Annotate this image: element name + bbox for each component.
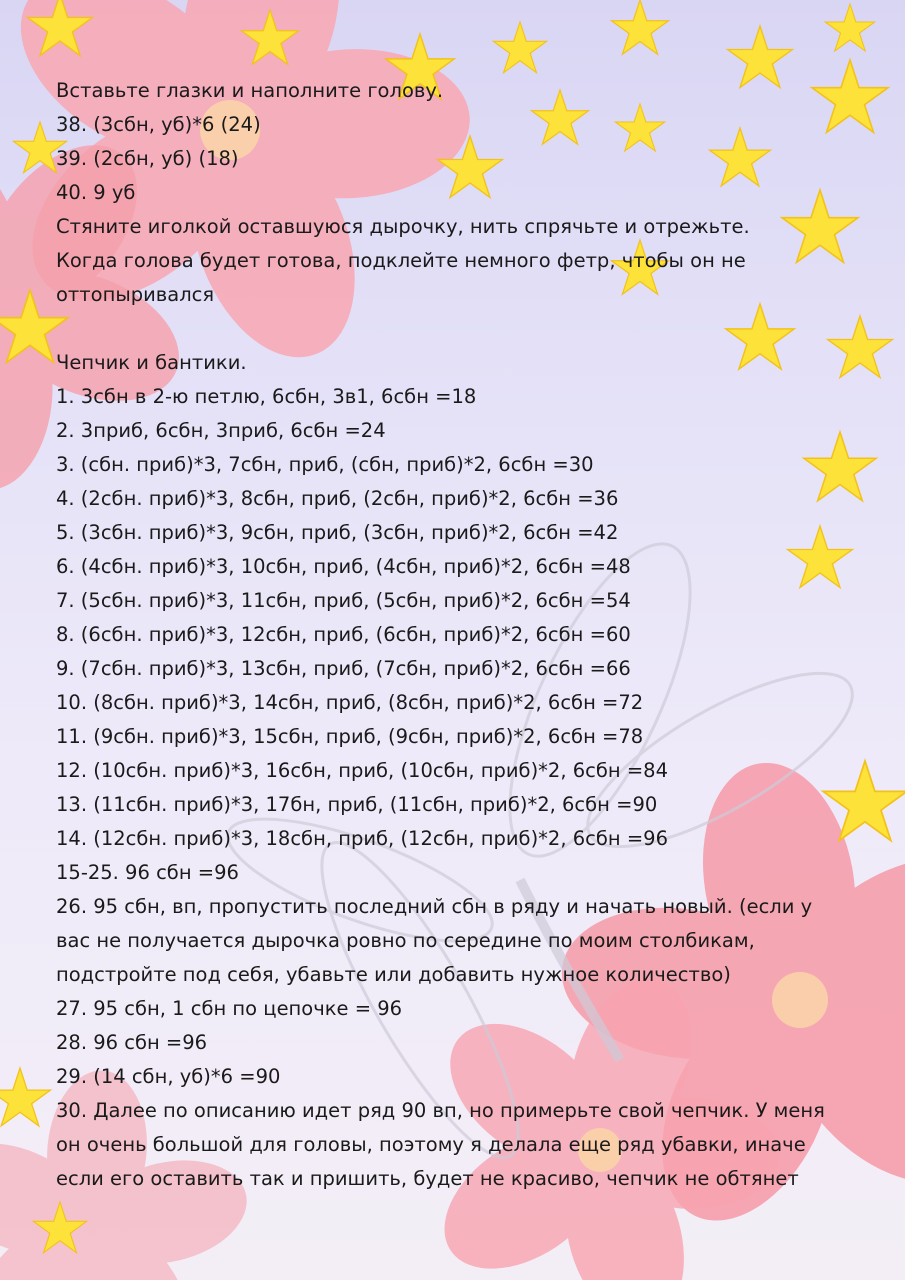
row: 4. (2сбн. приб)*3, 8сбн, приб, (2сбн, приб)*2, 6сбн =36 — [56, 487, 619, 510]
spacer — [56, 312, 846, 346]
row: 10. (8сбн. приб)*3, 14сбн, приб, (8сбн, приб)*2, 6сбн =72 — [56, 691, 644, 714]
intro-row-39: 39. (2сбн, уб) (18) — [56, 147, 239, 170]
row: 30. Далее по описанию идет ряд 90 вп, но примерьте свой чепчик. У меня он очень большой для головы, поэтому я делала еще ряд убавки, иначе если его оставить так и пришить, будет не красиво, чепчик не обтянет — [56, 1099, 825, 1190]
document-text — [56, 74, 846, 1196]
row: 27. 95 сбн, 1 сбн по цепочке = 96 — [56, 997, 403, 1020]
row: 8. (6сбн. приб)*3, 12сбн, приб, (6сбн, приб)*2, 6сбн =60 — [56, 623, 631, 646]
intro-row-40: 40. 9 уб — [56, 181, 136, 204]
row: 12. (10сбн. приб)*3, 16сбн, приб, (10сбн, приб)*2, 6сбн =84 — [56, 759, 668, 782]
row: 2. 3приб, 6сбн, 3приб, 6сбн =24 — [56, 419, 386, 442]
row: 9. (7сбн. приб)*3, 13сбн, приб, (7сбн, приб)*2, 6сбн =66 — [56, 657, 631, 680]
row: 15-25. 96 сбн =96 — [56, 861, 239, 884]
intro-row-38: 38. (3сбн, уб)*6 (24) — [56, 113, 261, 136]
row: 3. (сбн. приб)*3, 7сбн, приб, (сбн, приб)*2, 6сбн =30 — [56, 453, 594, 476]
row: 26. 95 сбн, вп, пропустить последний сбн в ряду и начать новый. (если у вас не получается дырочка ровно по середине по моим столбикам, подстройте под себя, убавьте или добавить нужное количество) — [56, 895, 813, 986]
intro-line: Когда голова будет готова, подклейте немного фетр, чтобы он не оттопыривался — [56, 249, 746, 306]
section-title: Чепчик и бантики. — [56, 351, 247, 374]
row: 13. (11сбн. приб)*3, 17бн, приб, (11сбн, приб)*2, 6сбн =90 — [56, 793, 658, 816]
row: 14. (12сбн. приб)*3, 18сбн, приб, (12сбн, приб)*2, 6сбн =96 — [56, 827, 668, 850]
row: 6. (4сбн. приб)*3, 10сбн, приб, (4сбн, приб)*2, 6сбн =48 — [56, 555, 631, 578]
row: 11. (9сбн. приб)*3, 15сбн, приб, (9сбн, приб)*2, 6сбн =78 — [56, 725, 644, 748]
row: 29. (14 сбн, уб)*6 =90 — [56, 1065, 281, 1088]
row: 1. 3сбн в 2-ю петлю, 6сбн, 3в1, 6сбн =18 — [56, 385, 477, 408]
row: 5. (3сбн. приб)*3, 9сбн, приб, (3сбн, приб)*2, 6сбн =42 — [56, 521, 619, 544]
intro-line: Стяните иголкой оставшуюся дырочку, нить спрячьте и отрежьте. — [56, 215, 750, 238]
intro-line: Вставьте глазки и наполните голову. — [56, 79, 444, 102]
row: 7. (5сбн. приб)*3, 11сбн, приб, (5сбн, приб)*2, 6сбн =54 — [56, 589, 631, 612]
row: 28. 96 сбн =96 — [56, 1031, 208, 1054]
